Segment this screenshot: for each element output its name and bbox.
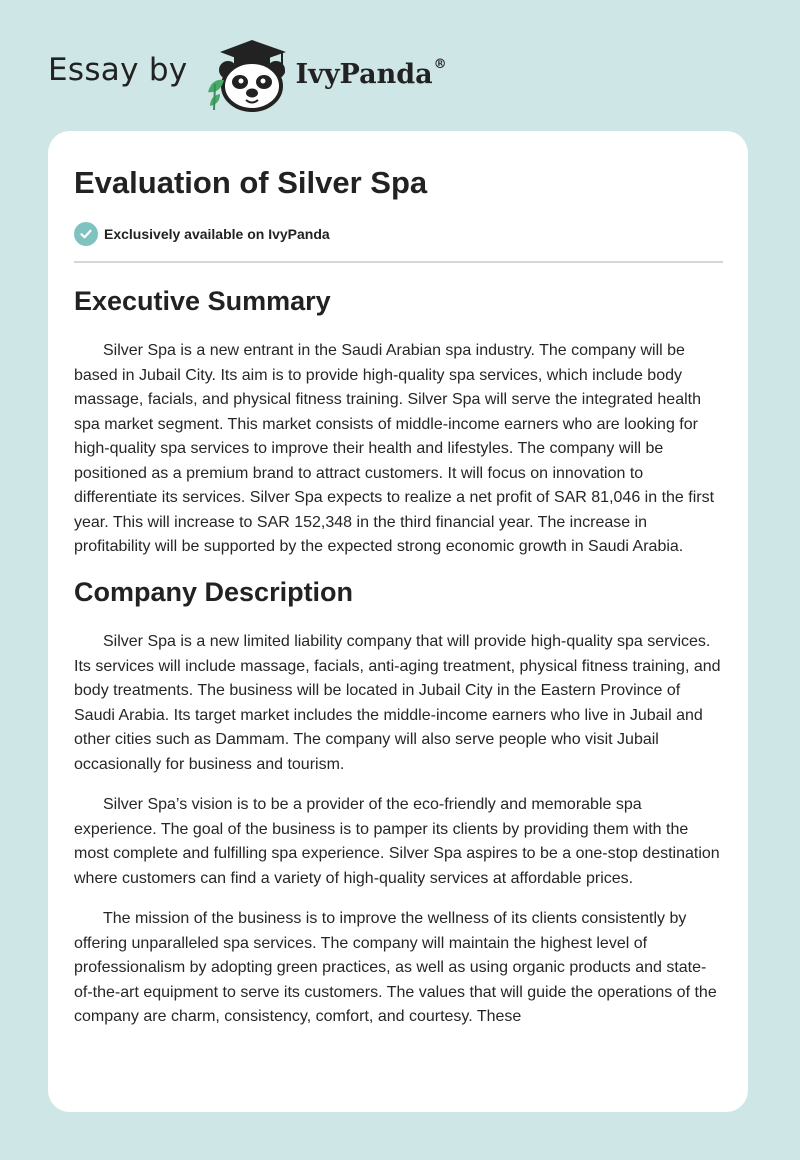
brand-prefix: Essay by — [48, 52, 188, 88]
paragraph: Silver Spa is a new limited liability company that will provide high-quality spa services. Its services will include massage, facials, anti-aging treatment, physical fitness training, and body treatments. The business will be located in Jubail City in the Eastern Province of Saudi Arabia. Its target market includes the middle-income earners who live in Jubail and other cities such as Dammam. The company will also serve people who visit Jubail occasionally for business and tourism. — [74, 633, 721, 773]
paragraph: Silver Spa’s vision is to be a provider of the eco-friendly and memorable spa experience. The goal of the business is to pamper its clients by providing them with the most complete and fulfilling spa experience. Silver Spa aspires to be a one-stop destination where customers can find a variety of high-quality services at affordable prices. — [74, 796, 720, 887]
registered-mark: ® — [433, 56, 447, 72]
brand-name-text: IvyPanda — [295, 58, 433, 90]
panda-graduation-cap-icon — [202, 34, 294, 114]
article-card — [48, 131, 748, 1112]
divider — [74, 261, 723, 263]
paragraph: The mission of the business is to improve the wellness of its clients consistently by offering unparalleled spa services. The company will maintain the highest level of professionalism by adopting green practices, as well as using organic products and state-of-the-art equipment to serve its customers. The values that will guide the operations of the company are charm, consistency, comfort, and courtesy. These — [74, 910, 717, 1026]
section-heading-company-description: Company Description — [74, 576, 354, 607]
content-fade — [48, 1052, 748, 1112]
section-heading-executive-summary: Executive Summary — [74, 286, 331, 316]
exclusive-badge — [74, 222, 330, 246]
check-mark-glyph — [79, 227, 93, 241]
brand-name — [295, 56, 447, 90]
exclusive-text: Exclusively available on IvyPanda — [104, 226, 330, 242]
check-icon — [74, 222, 98, 246]
article-content — [74, 281, 723, 1046]
brand-header[interactable] — [48, 34, 447, 114]
paragraph: Silver Spa is a new entrant in the Saudi Arabian spa industry. The company will be based in Jubail City. Its aim is to provide high-quality spa services, which include body massage, facials, and physical fitness training. Silver Spa will serve the integrated health spa market segment. This market consists of middle-income earners who are looking for high-quality spa services to improve their health and lifestyles. The company will be positioned as a premium brand to attract customers. It will focus on innovation to differentiate its services. Silver Spa expects to realize a net profit of SAR 81,046 in the first year. This will increase to SAR 152,348 in the third financial year. The increase in profitability will be supported by the expected strong economic growth in Saudi Arabia. — [74, 342, 715, 556]
page-title: Evaluation of Silver Spa — [74, 165, 428, 200]
